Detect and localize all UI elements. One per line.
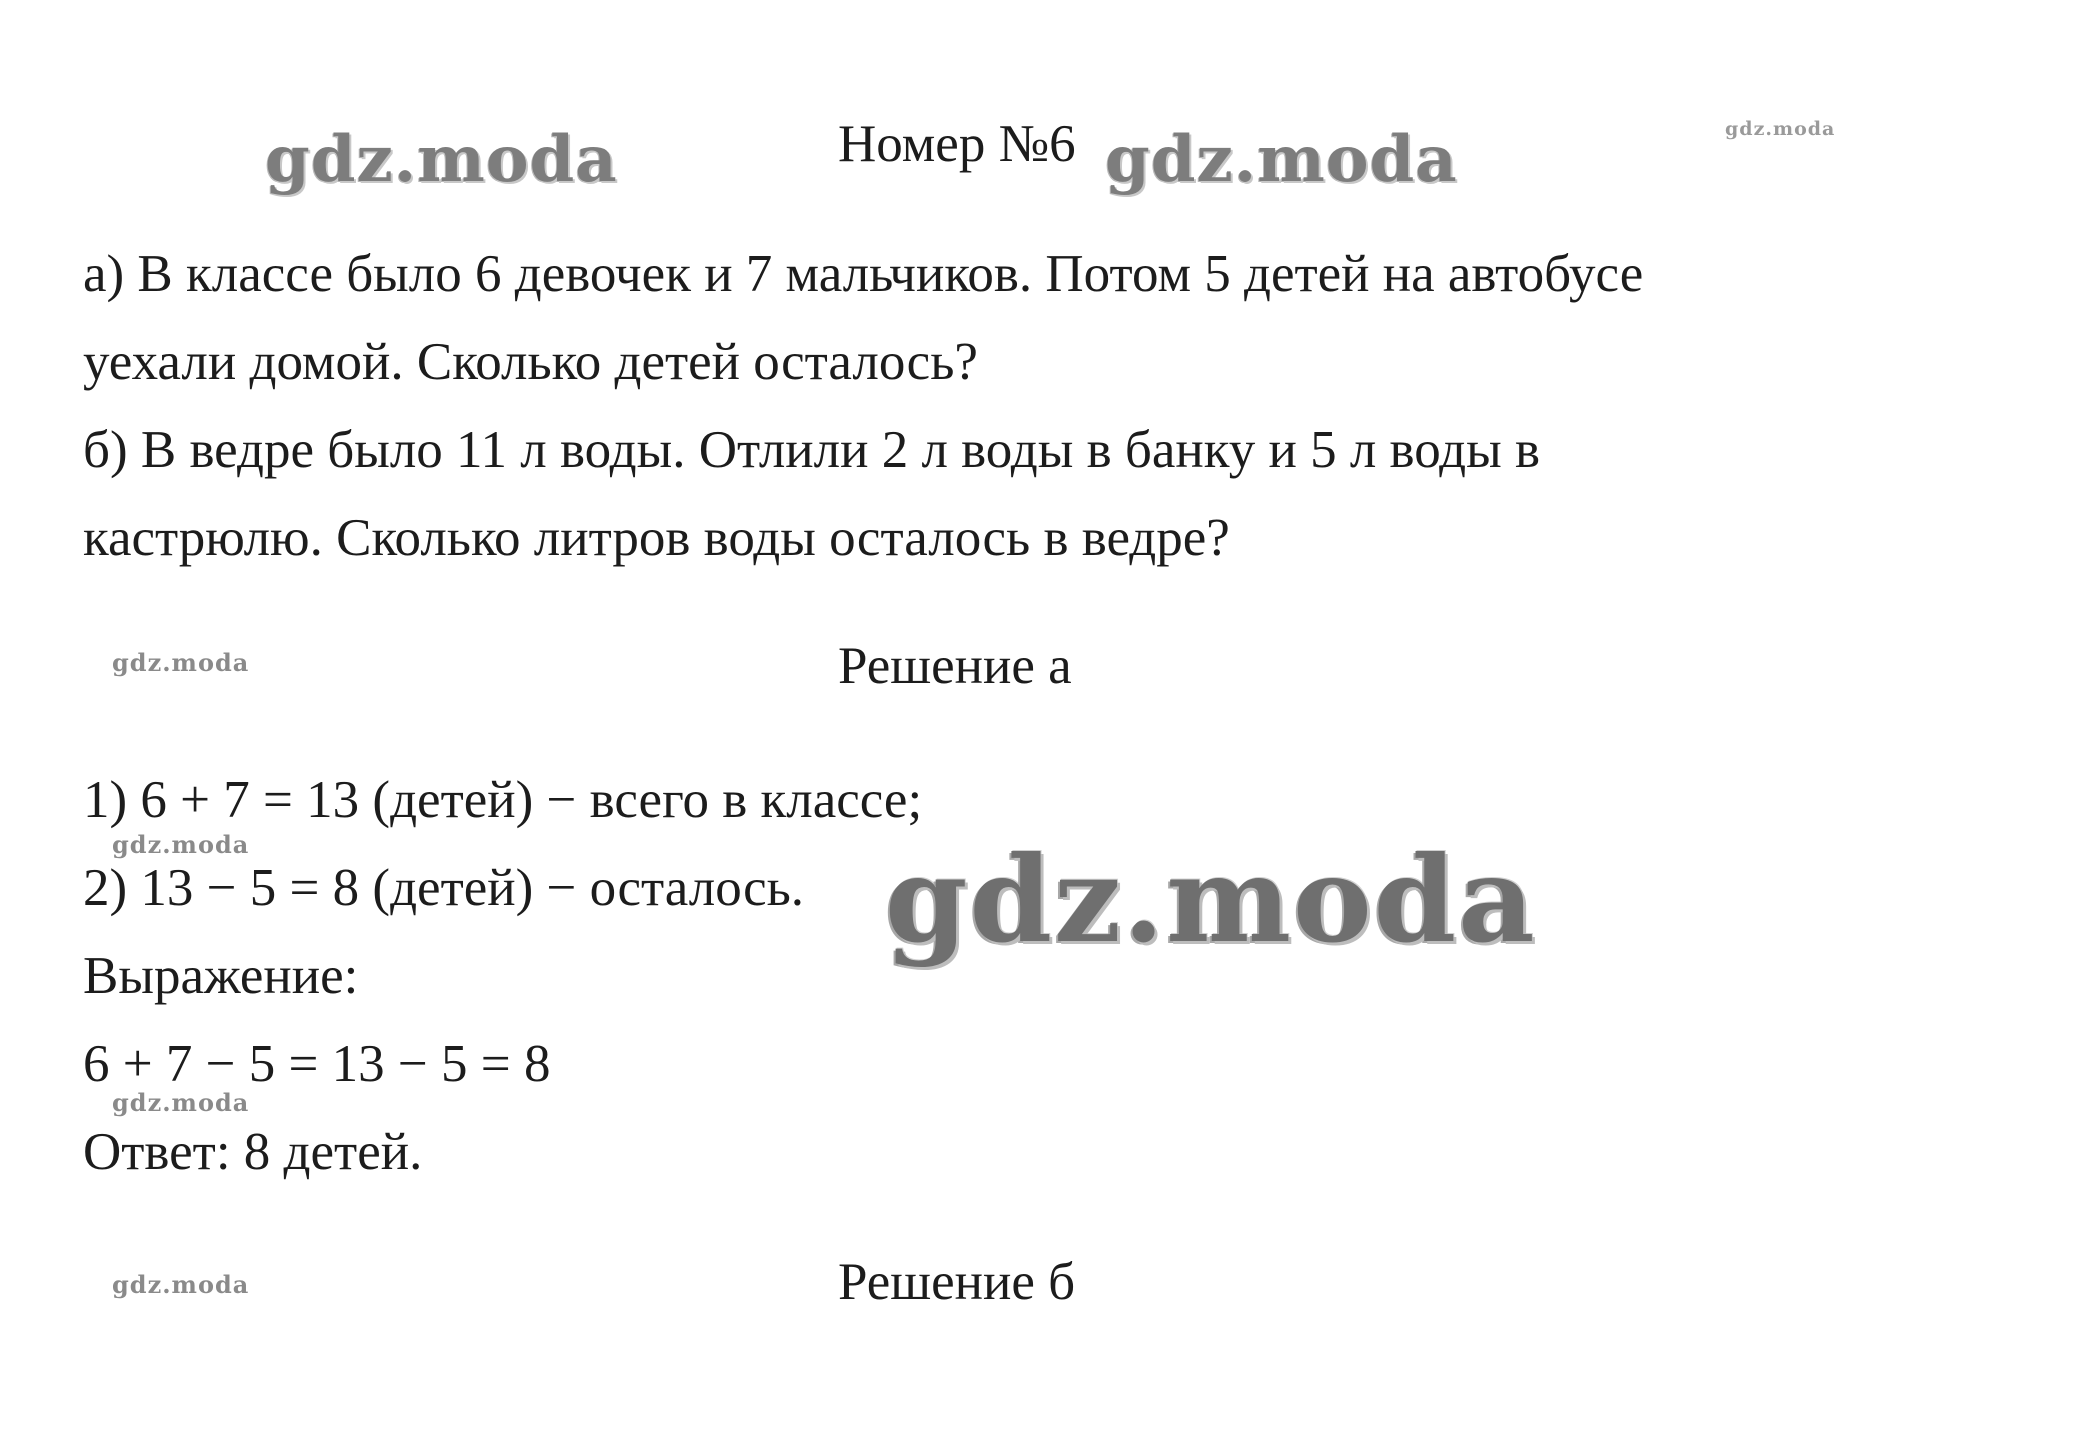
watermark-logo: gdz.moda — [112, 1270, 250, 1299]
watermark-logo: gdz.moda — [885, 830, 1537, 969]
watermark-logo: gdz.moda — [112, 648, 250, 677]
page-title: Номер №6 — [838, 115, 1076, 173]
solution-a-expression-label: Выражение: — [83, 947, 359, 1005]
watermark-logo: gdz.moda — [1725, 118, 1836, 140]
task-a-line-1: а) В классе было 6 девочек и 7 мальчиков. Потом 5 детей на автобусе — [83, 245, 1644, 303]
solution-a-heading: Решение а — [838, 637, 1072, 695]
watermark-logo: gdz.moda — [112, 830, 250, 859]
task-b-line-2: кастрюлю. Сколько литров воды осталось в ведре? — [83, 509, 1230, 567]
watermark-logo: gdz.moda — [265, 122, 618, 197]
task-a-line-2: уехали домой. Сколько детей осталось? — [83, 333, 978, 391]
solution-a-answer: Ответ: 8 детей. — [83, 1123, 423, 1181]
watermark-logo: gdz.moda — [112, 1088, 250, 1117]
solution-a-step-2: 2) 13 − 5 = 8 (детей) − осталось. — [83, 859, 805, 917]
solution-a-expression: 6 + 7 − 5 = 13 − 5 = 8 — [83, 1035, 551, 1093]
task-b-line-1: б) В ведре было 11 л воды. Отлили 2 л воды в банку и 5 л воды в — [83, 421, 1541, 479]
solution-a-step-1: 1) 6 + 7 = 13 (детей) − всего в классе; — [83, 771, 923, 829]
solution-b-heading: Решение б — [838, 1253, 1076, 1311]
watermark-logo: gdz.moda — [1105, 122, 1458, 197]
